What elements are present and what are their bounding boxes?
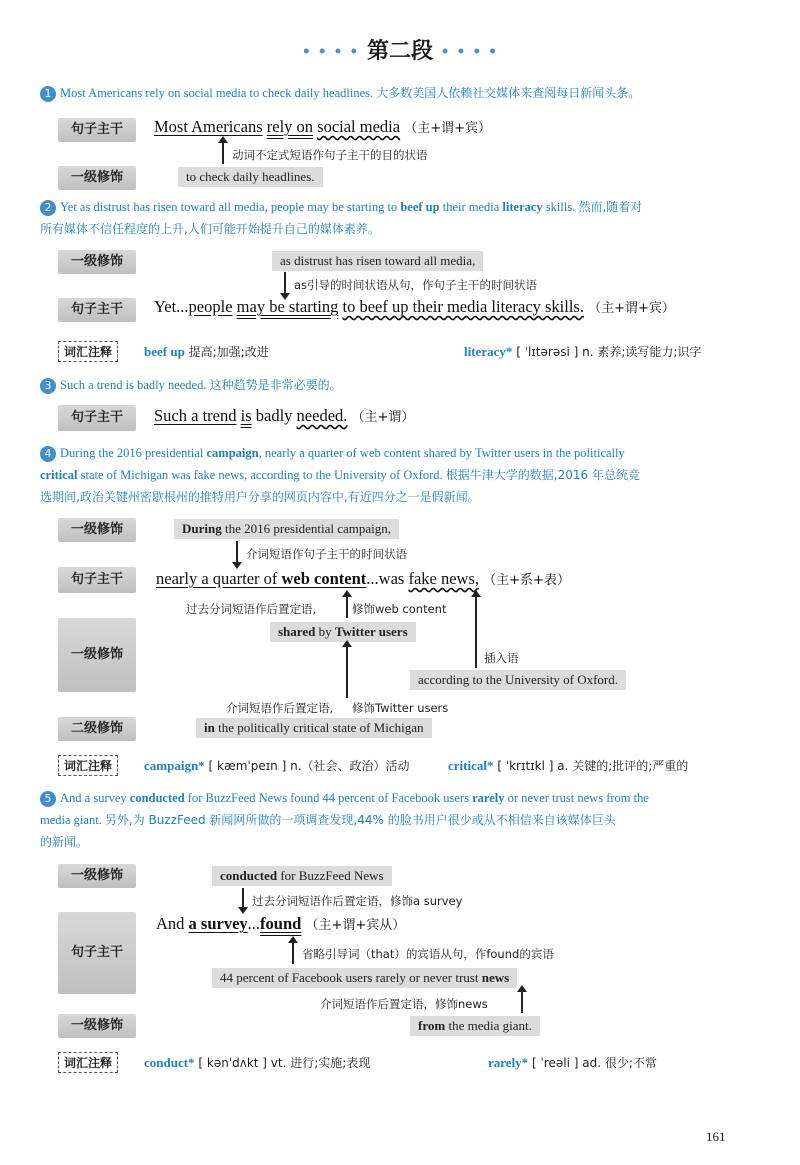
- page-number: 161: [706, 1129, 726, 1144]
- s5-modifier-from: [410, 1016, 540, 1036]
- s5-vocab-1-word: conduct*: [144, 1055, 195, 1070]
- s3-en: Such a trend is badly needed.: [60, 378, 207, 392]
- s5-clause-bold: news: [481, 970, 510, 985]
- s4-en-pre: During the 2016 presidential: [60, 446, 204, 460]
- s2-en-mid: their media: [442, 200, 500, 214]
- s4-en-bold-1: campaign: [206, 446, 259, 460]
- s1-modifier: to check daily headlines.: [178, 167, 323, 187]
- s2-vocab-2-def: [ ˈlɪtərəsi ] n. 素养;读写能力;识字: [516, 345, 702, 359]
- s5-vocab-2: [488, 1054, 657, 1071]
- s4-arrow-4: [346, 646, 348, 698]
- s4-note-2: [186, 601, 316, 617]
- s4-arrow-1: [236, 541, 238, 563]
- s4-vocab-1-def: [ kæmˈpeɪn ] n.（社会、政治）活动: [208, 759, 410, 773]
- s3-adverb: badly: [255, 406, 293, 425]
- s5-clause-text: 44 percent of Facebook users rarely or never trust: [220, 970, 479, 985]
- s5-modifier-conducted: [212, 866, 392, 886]
- s4-modifier-in: [196, 718, 432, 738]
- label-mod: 一级修饰: [58, 864, 136, 888]
- sentence-1-cn: 大多数美国人依赖社交媒体来查阅每日新闻头条。: [376, 86, 641, 100]
- s3-tag: （主+谓）: [351, 410, 415, 425]
- s4-note-2b: 修饰web content: [352, 602, 447, 616]
- s2-en-bold-2: literacy: [502, 200, 543, 214]
- s5-en-mid: for BuzzFeed News found 44 percent of Facebook users: [187, 791, 469, 805]
- s3-verb: is: [240, 406, 252, 425]
- s4-vocab-2-def: [ ˈkrɪtɪkl ] a. 关键的;批评的;严重的: [497, 759, 689, 773]
- label-mod: 一级修饰: [58, 250, 136, 274]
- s5-conducted-bold: conducted: [220, 868, 278, 883]
- s4-vocab-2: [448, 757, 688, 774]
- s2-en-bold-1: beef up: [400, 200, 440, 214]
- section-title: 第二段: [366, 38, 433, 64]
- s4-linking: ...was: [366, 569, 405, 588]
- s2-main-clause: [154, 297, 675, 317]
- label-main: 句子主干: [58, 912, 136, 994]
- s2-subject: people: [188, 297, 233, 316]
- s4-shared-bold: shared: [278, 624, 316, 639]
- s5-ellipsis: ...: [247, 914, 261, 933]
- s2-vocab-1: [144, 343, 269, 360]
- s4-note-1: 介词短语作句子主干的时间状语: [246, 547, 407, 561]
- s5-en-line2: media giant.: [40, 813, 102, 827]
- label-main: 句子主干: [58, 567, 136, 593]
- title-dots-left: • • • •: [301, 44, 360, 60]
- sentence-4-text-2: [40, 464, 780, 486]
- s5-arrow-2: [292, 942, 294, 964]
- s4-vocab-1: [144, 757, 410, 774]
- label-main: 句子主干: [58, 405, 136, 431]
- s5-cn-inline: 另外,为 BuzzFeed 新闻网所做的一项调查发现,44% 的脸书用户很少或从不相信来自该媒体巨头: [104, 813, 616, 827]
- s2-vocab-2: [464, 343, 701, 360]
- s2-verb: may be starting: [236, 297, 339, 316]
- s4-during-text: the 2016 presidential campaign,: [224, 521, 392, 536]
- s3-main-clause: [154, 406, 414, 426]
- s4-in-text: the politically critical state of Michigan: [218, 720, 424, 735]
- s5-clause: [212, 968, 517, 988]
- s5-note-2: 省略引导词（that）的宾语从句，作found的宾语: [302, 947, 554, 961]
- label-main: 句子主干: [58, 298, 136, 322]
- label-mod: 一级修饰: [58, 518, 136, 542]
- s4-main-clause: [156, 569, 570, 589]
- sentence-2-text: [60, 196, 780, 218]
- s4-modifier-during: [174, 519, 399, 539]
- s4-in-bold: in: [204, 720, 215, 735]
- sentence-5-text: [60, 787, 780, 809]
- sentence-1-text: [60, 82, 780, 104]
- s1-main-clause: [154, 117, 491, 137]
- s1-object: social media: [317, 117, 401, 136]
- s4-subject-pre: nearly a quarter of: [156, 569, 278, 588]
- s4-subject-bold: web content: [281, 569, 367, 588]
- label-mod-2: 二级修饰: [58, 717, 136, 741]
- s2-note: as引导的时间状语从句，作句子主干的时间状语: [294, 278, 538, 292]
- s2-cn-inline: 然而,随着对: [578, 200, 643, 214]
- s4-modifier-according: according to the University of Oxford.: [410, 670, 626, 690]
- section-title-row: [0, 34, 800, 65]
- sentence-number-1: 1: [40, 86, 56, 102]
- s5-vocab-2-word: rarely*: [488, 1055, 529, 1070]
- sentence-number-2: 2: [40, 200, 56, 216]
- s2-cn-line2: 所有媒体不信任程度的上升,人们可能开始提升自己的媒体素养。: [40, 222, 380, 236]
- s2-modifier: as distrust has risen toward all media,: [272, 251, 483, 271]
- s5-subject: a survey: [188, 914, 248, 933]
- s5-conducted-text: for BuzzFeed News: [280, 868, 384, 883]
- s5-vocab-1-def: [ kənˈdʌkt ] vt. 进行;实施;表现: [198, 1056, 371, 1070]
- s5-main-pre: And: [156, 914, 185, 933]
- s2-en-post: skills.: [545, 200, 576, 214]
- s3-cn: 这种趋势是非常必要的。: [209, 378, 342, 392]
- s4-arrow-2: [346, 596, 348, 618]
- s4-shared-bold-2: Twitter users: [334, 624, 408, 639]
- s5-verb: found: [260, 914, 302, 933]
- sentence-4-text: [60, 442, 780, 464]
- s4-en-mid: , nearly a quarter of web content shared by Twitter users in the politically: [258, 446, 625, 460]
- s4-vocab-1-word: campaign*: [144, 758, 205, 773]
- label-mod: 一级修饰: [58, 1014, 136, 1038]
- s1-note: 动词不定式短语作句子主干的目的状语: [232, 148, 428, 162]
- s4-cn-inline: 根据牛津大学的数据,2016 年总统竞: [445, 468, 640, 482]
- s5-en-pre: And a survey: [60, 791, 127, 805]
- s4-en-post: state of Michigan was fake news, according to the University of Oxford.: [80, 468, 443, 482]
- s4-tag: （主+系+表）: [483, 573, 570, 588]
- s2-main-pre: Yet...: [154, 297, 189, 316]
- title-dots-right: • • • •: [440, 44, 499, 60]
- s3-predicate: needed.: [296, 406, 348, 425]
- s5-vocab-2-def: [ ˈreəli ] ad. 很少;不常: [532, 1056, 657, 1070]
- s4-modifier-shared: [270, 622, 416, 642]
- s5-note-1: 过去分词短语作后置定语，修饰a survey: [252, 894, 463, 908]
- s5-en-bold-2: rarely: [472, 791, 505, 805]
- s4-cn-line3: 选期间,政治关键州密歇根州的推特用户分享的网页内容中,有近四分之一是假新闻。: [40, 490, 480, 504]
- label-main: 句子主干: [58, 118, 136, 142]
- s1-arrow: [222, 142, 224, 164]
- s4-note-2-a: 过去分词短语作后置定语,: [186, 602, 317, 616]
- s5-en-post: or never trust news from the: [507, 791, 649, 805]
- s1-tag: （主+谓+宾）: [404, 121, 492, 136]
- s2-tag: （主+谓+宾）: [588, 301, 675, 316]
- s1-subject: Most Americans: [154, 117, 263, 136]
- s2-vocab-1-word: beef up: [144, 344, 185, 359]
- s4-subject: [156, 569, 366, 588]
- s2-object: to beef up their media literacy skills.: [342, 297, 584, 316]
- s4-shared-by: by: [318, 624, 332, 639]
- s2-arrow: [284, 272, 286, 294]
- label-mod: 一级修饰: [58, 166, 136, 190]
- label-mod: 一级修饰: [58, 618, 136, 692]
- s2-vocab-2-word: literacy*: [464, 344, 513, 359]
- sentence-number-4: 4: [40, 446, 56, 462]
- sentence-5-text-2: [40, 809, 780, 831]
- s4-vocab-2-word: critical*: [448, 758, 494, 773]
- s4-note-3: 插入语: [484, 651, 519, 665]
- s3-subject: Such a trend: [154, 406, 237, 425]
- s4-note-4: 介词短语作后置定语,: [226, 701, 334, 715]
- s2-vocab-1-def: 提高;加强;改进: [188, 345, 269, 359]
- s5-note-3: 介词短语作后置定语，修饰news: [320, 997, 488, 1011]
- vocab-label: 词汇注释: [58, 341, 118, 362]
- s4-predicate: fake news,: [408, 569, 480, 588]
- s4-en-bold-2: critical: [40, 468, 78, 482]
- sentence-3-text: [60, 374, 780, 396]
- s5-from-bold: from: [418, 1018, 446, 1033]
- s4-note-4b: 修饰Twitter users: [352, 701, 449, 715]
- vocab-label: 词汇注释: [58, 1052, 118, 1073]
- s2-en-pre: Yet as distrust has risen toward all media, people may be starting to: [60, 200, 398, 214]
- s5-cn-line3: 的新闻。: [40, 835, 89, 849]
- vocab-label: 词汇注释: [58, 755, 118, 776]
- s5-vocab-1: [144, 1054, 370, 1071]
- sentence-number-5: 5: [40, 791, 56, 807]
- s4-during-bold: During: [182, 521, 222, 536]
- s5-tag: （主+谓+宾从）: [305, 918, 406, 933]
- s5-main-clause: [156, 914, 405, 934]
- s5-arrow-3: [521, 991, 523, 1013]
- s1-verb: rely on: [266, 117, 314, 136]
- s5-from-text: the media giant.: [448, 1018, 532, 1033]
- sentence-number-3: 3: [40, 378, 56, 394]
- s5-en-bold-1: conducted: [129, 791, 185, 805]
- sentence-1-en: Most Americans rely on social media to check daily headlines.: [60, 86, 374, 100]
- s4-arrow-3: [475, 596, 477, 668]
- s5-arrow-1: [242, 888, 244, 908]
